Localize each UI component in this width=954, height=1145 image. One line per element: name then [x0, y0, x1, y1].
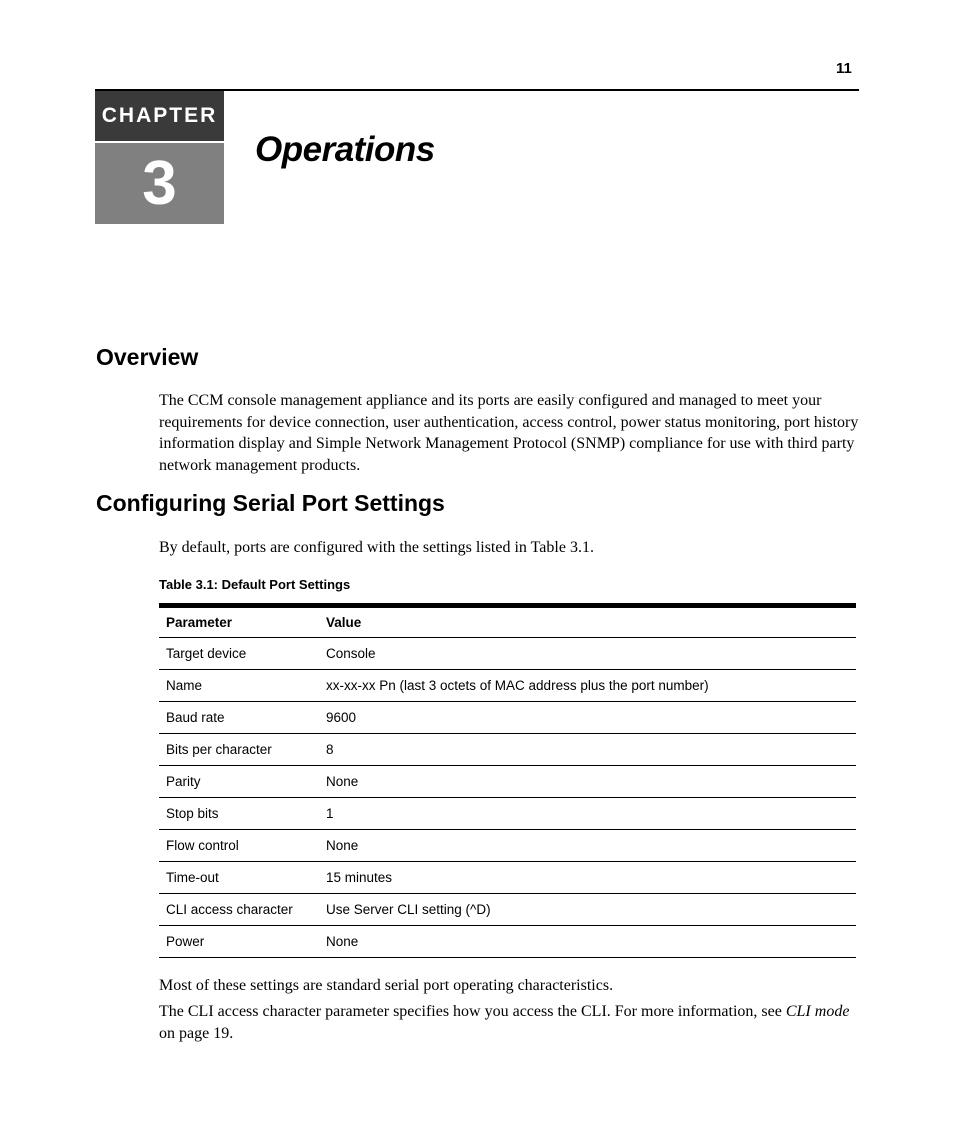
cell-parameter: Stop bits	[159, 798, 319, 830]
default-port-settings-table	[159, 608, 856, 958]
serial-intro: By default, ports are configured with the settings listed in Table 3.1.	[159, 539, 594, 556]
cell-value: Use Server CLI setting (^D)	[319, 894, 856, 926]
table-row	[159, 830, 856, 862]
column-header-parameter: Parameter	[159, 608, 319, 638]
table-row	[159, 702, 856, 734]
cell-value: 9600	[319, 702, 856, 734]
table-row	[159, 862, 856, 894]
cell-value: None	[319, 830, 856, 862]
cell-value: 1	[319, 798, 856, 830]
cell-parameter: Baud rate	[159, 702, 319, 734]
cell-parameter: Name	[159, 670, 319, 702]
cell-value: None	[319, 926, 856, 958]
cell-parameter: Target device	[159, 638, 319, 670]
cell-value: 15 minutes	[319, 862, 856, 894]
page-number: 11	[836, 60, 852, 77]
table-row	[159, 638, 856, 670]
cli-text-after: on page 19.	[159, 1024, 234, 1042]
table-caption: Table 3.1: Default Port Settings	[159, 577, 351, 592]
cell-parameter: CLI access character	[159, 894, 319, 926]
table-row	[159, 734, 856, 766]
table-row	[159, 766, 856, 798]
cli-text-before: The CLI access character parameter specifies how you access the CLI. For more information, see	[159, 1003, 786, 1020]
cell-parameter: Parity	[159, 766, 319, 798]
chapter-number: 3	[95, 143, 224, 224]
table-row	[159, 894, 856, 926]
cell-parameter: Bits per character	[159, 734, 319, 766]
cell-value: xx-xx-xx Pn (last 3 octets of MAC address plus the port number)	[319, 670, 856, 702]
cell-value: None	[319, 766, 856, 798]
cell-value: Console	[319, 638, 856, 670]
cell-parameter: Flow control	[159, 830, 319, 862]
chapter-title: Operations	[255, 130, 435, 169]
cell-parameter: Time-out	[159, 862, 319, 894]
cell-value: 8	[319, 734, 856, 766]
column-header-value: Value	[319, 608, 856, 638]
table-row	[159, 926, 856, 958]
chapter-label: CHAPTER	[95, 91, 224, 141]
table-header-row	[159, 608, 856, 638]
overview-paragraph: The CCM console management appliance and its ports are easily configured and managed to meet your requirements for device connection, user authentication, access control, power status monitoring, port history information display and Simple Network Management Protocol (SNMP) compliance for use with third party network management products.	[159, 392, 859, 474]
cli-paragraph	[159, 1001, 859, 1044]
table-row	[159, 798, 856, 830]
table-row	[159, 670, 856, 702]
cell-parameter: Power	[159, 926, 319, 958]
after-table-paragraph: Most of these settings are standard serial port operating characteristics.	[159, 977, 614, 994]
serial-settings-heading: Configuring Serial Port Settings	[96, 490, 445, 516]
cli-mode-reference[interactable]: CLI mode	[785, 1003, 850, 1020]
overview-heading: Overview	[96, 344, 199, 370]
